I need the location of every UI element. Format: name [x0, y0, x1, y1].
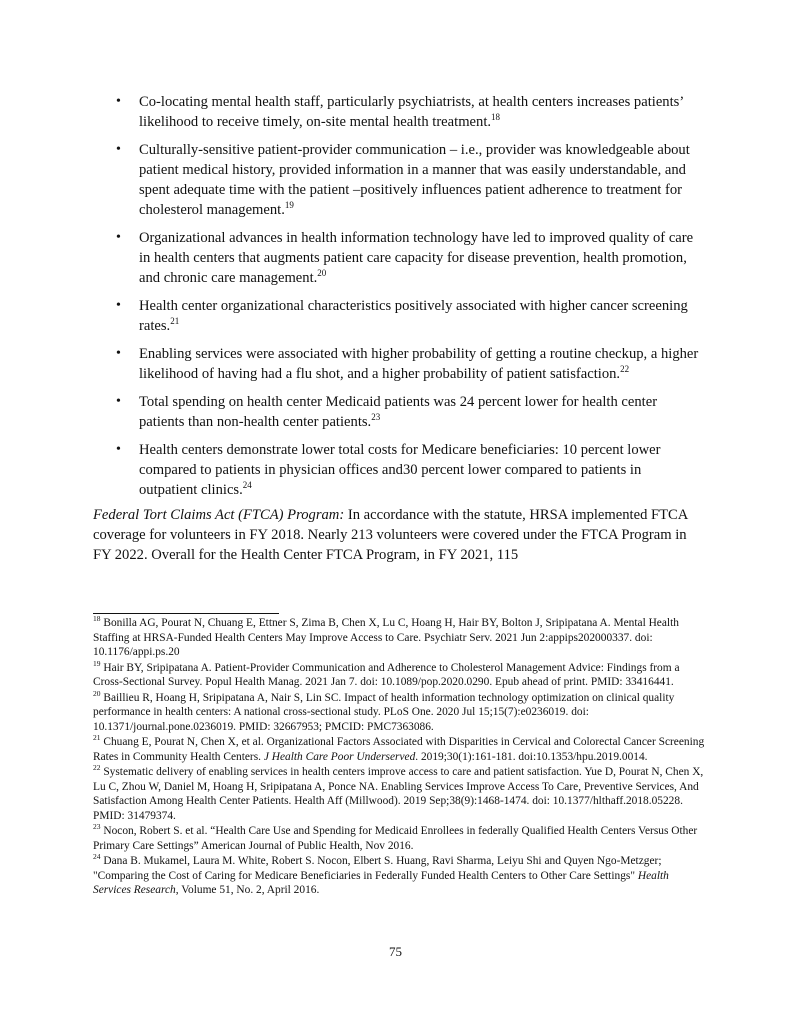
footnote — [93, 824, 705, 853]
footnote-tail: . 2019;30(1):161-181. doi:10.1353/hpu.2019.0014. — [415, 750, 648, 763]
bullet-dot: • — [116, 346, 121, 361]
footnote-number: 22 — [93, 763, 101, 773]
bullet-text: Total spending on health center Medicaid patients was 24 percent lower for health center patients than non-health center patients. — [139, 394, 658, 430]
footnote-ref[interactable]: 21 — [170, 316, 180, 327]
bullet-text: Culturally-sensitive patient-provider communication – i.e., provider was knowledgeable about patient medical history, provided information in a manner that was easily understandable, and spent adequate time with the patient –positively influences patient adherence to treatment for cholesterol management. — [139, 142, 690, 218]
bullet-item — [93, 392, 703, 432]
footnote-number: 18 — [93, 614, 101, 624]
footnote-ref[interactable]: 24 — [242, 480, 252, 491]
bullet-text: Co-locating mental health staff, particularly psychiatrists, at health centers increases patients’ likelihood to receive timely, on-site mental health treatment. — [139, 94, 684, 130]
footnote-number: 19 — [93, 658, 101, 668]
bullet-dot: • — [116, 442, 121, 457]
bullet-item — [93, 296, 703, 336]
bullet-item — [93, 228, 703, 288]
bullet-item — [93, 440, 703, 500]
footnotes — [93, 616, 705, 899]
footnote-text: Systematic delivery of enabling services in health centers improve access to care and patient satisfaction. Yue D, Pourat N, Chen X, Lu C, Zhou W, Daniel M, Hoang H, Sripipatana A, Ponce NA. Enabling Services Improve Access To Care, Preventive Services, And Satisfaction Among Health Center Patients. Health Aff (Millwood). 2019 Sep;38(9):1468-1474. doi: 10.1377/hlthaff.2018.05228. PMID: 31479374. — [93, 766, 704, 822]
page-number: 75 — [389, 944, 402, 959]
bullet-dot: • — [116, 298, 121, 313]
footnote-ref[interactable]: 23 — [371, 412, 381, 423]
footnote-separator — [93, 613, 279, 614]
footnote — [93, 658, 705, 690]
footnote-number: 24 — [93, 852, 101, 862]
journal-title: Health Services Research — [93, 869, 669, 896]
bullet-text: Enabling services were associated with higher probability of getting a routine checkup, a higher likelihood of having had a flu shot, and a higher probability of patient satisfaction. — [139, 346, 699, 382]
bullet-dot: • — [116, 230, 121, 245]
footnote-text: Hair BY, Sripipatana A. Patient-Provider Communication and Adherence to Cholesterol Management Advice: Findings from a Cross-Sectional Survey. Popul Health Manag. 2021 Jan 7. doi: 10.1089/pop.2020.0290. Epub ahead of print. PMID: 33416441. — [93, 661, 680, 688]
footnote — [93, 765, 705, 823]
bullet-list — [93, 92, 703, 508]
ftca-label: Federal Tort Claims Act (FTCA) Program: — [93, 507, 345, 523]
bullet-item — [93, 344, 703, 384]
footnote-number: 21 — [93, 733, 101, 743]
footnote-ref[interactable]: 20 — [317, 268, 327, 279]
footnote — [93, 616, 705, 660]
footnote-text: Chuang E, Pourat N, Chen X, et al. Organizational Factors Associated with Disparities in Cervical and Colorectal Cancer Screening Rates in Community Health Centers. — [93, 736, 705, 763]
bullet-item — [93, 92, 703, 132]
footnote-text: Bonilla AG, Pourat N, Chuang E, Ettner S, Zima B, Chen X, Lu C, Hoang H, Hair BY, Bolton J, Sripipatana A. Mental Health Staffing at HRSA-Funded Health Centers May Improve Access to Care. Psychiatr Serv. 2021 Jun 2:appips202000337. doi: 10.1176/appi.ps.20 — [93, 617, 679, 658]
footnote-ref[interactable]: 22 — [620, 364, 630, 375]
bullet-dot: • — [116, 94, 121, 109]
journal-title: J Health Care Poor Underserved — [263, 750, 416, 763]
bullet-item — [93, 140, 703, 220]
footnote-text: Dana B. Mukamel, Laura M. White, Robert S. Nocon, Elbert S. Huang, Ravi Sharma, Leiyu Shi and Quyen Ngo-Metzger; "Comparing the Cost of Caring for Medicare Beneficiaries in Federally Funded Health Centers to Other Care Settings" — [93, 855, 662, 882]
bullet-text: Health centers demonstrate lower total costs for Medicare beneficiaries: 10 percent lower compared to patients in physician offices and30 percent lower compared to patients in outpatient clinics. — [139, 442, 661, 498]
footnote-number: 23 — [93, 822, 101, 832]
footnote-ref[interactable]: 18 — [491, 112, 501, 123]
bullet-text: Health center organizational characteristics positively associated with higher cancer screening rates. — [139, 298, 688, 334]
footnote-text: Nocon, Robert S. et al. “Health Care Use and Spending for Medicaid Enrollees in federally Qualified Health Centers Versus Other Primary Care Settings” American Journal of Public Health, Nov 2016. — [93, 825, 698, 852]
ftca-paragraph — [93, 505, 705, 565]
footnote-text: Baillieu R, Hoang H, Sripipatana A, Nair S, Lin SC. Impact of health information technology optimization on clinical quality performance in health centers: A national cross-sectional study. PLoS One. 2020 Jul 15;15(7):e0236019. doi: 10.1371/journal.pone.0236019. PMID: 32667953; PMCID: PMC7363086. — [93, 691, 675, 733]
footnote — [93, 688, 705, 735]
bullet-dot: • — [116, 394, 121, 409]
footnote-ref[interactable]: 19 — [284, 200, 294, 211]
footnote-number: 20 — [93, 688, 101, 698]
bullet-dot: • — [116, 142, 121, 157]
footnote — [93, 854, 705, 898]
ftca-text: In accordance with the statute, HRSA implemented FTCA coverage for volunteers in FY 2018. Nearly 213 volunteers were covered under the FTCA Program in FY 2022. Overall for the Health Center FTCA Program, in FY 2021, 115 — [93, 507, 688, 563]
bullet-text: Organizational advances in health information technology have led to improved quality of care in health centers that augments patient care capacity for disease prevention, health promotion, and chronic care management. — [139, 230, 694, 286]
footnote-tail: , Volume 51, No. 2, April 2016. — [175, 884, 320, 896]
footnote — [93, 735, 705, 764]
